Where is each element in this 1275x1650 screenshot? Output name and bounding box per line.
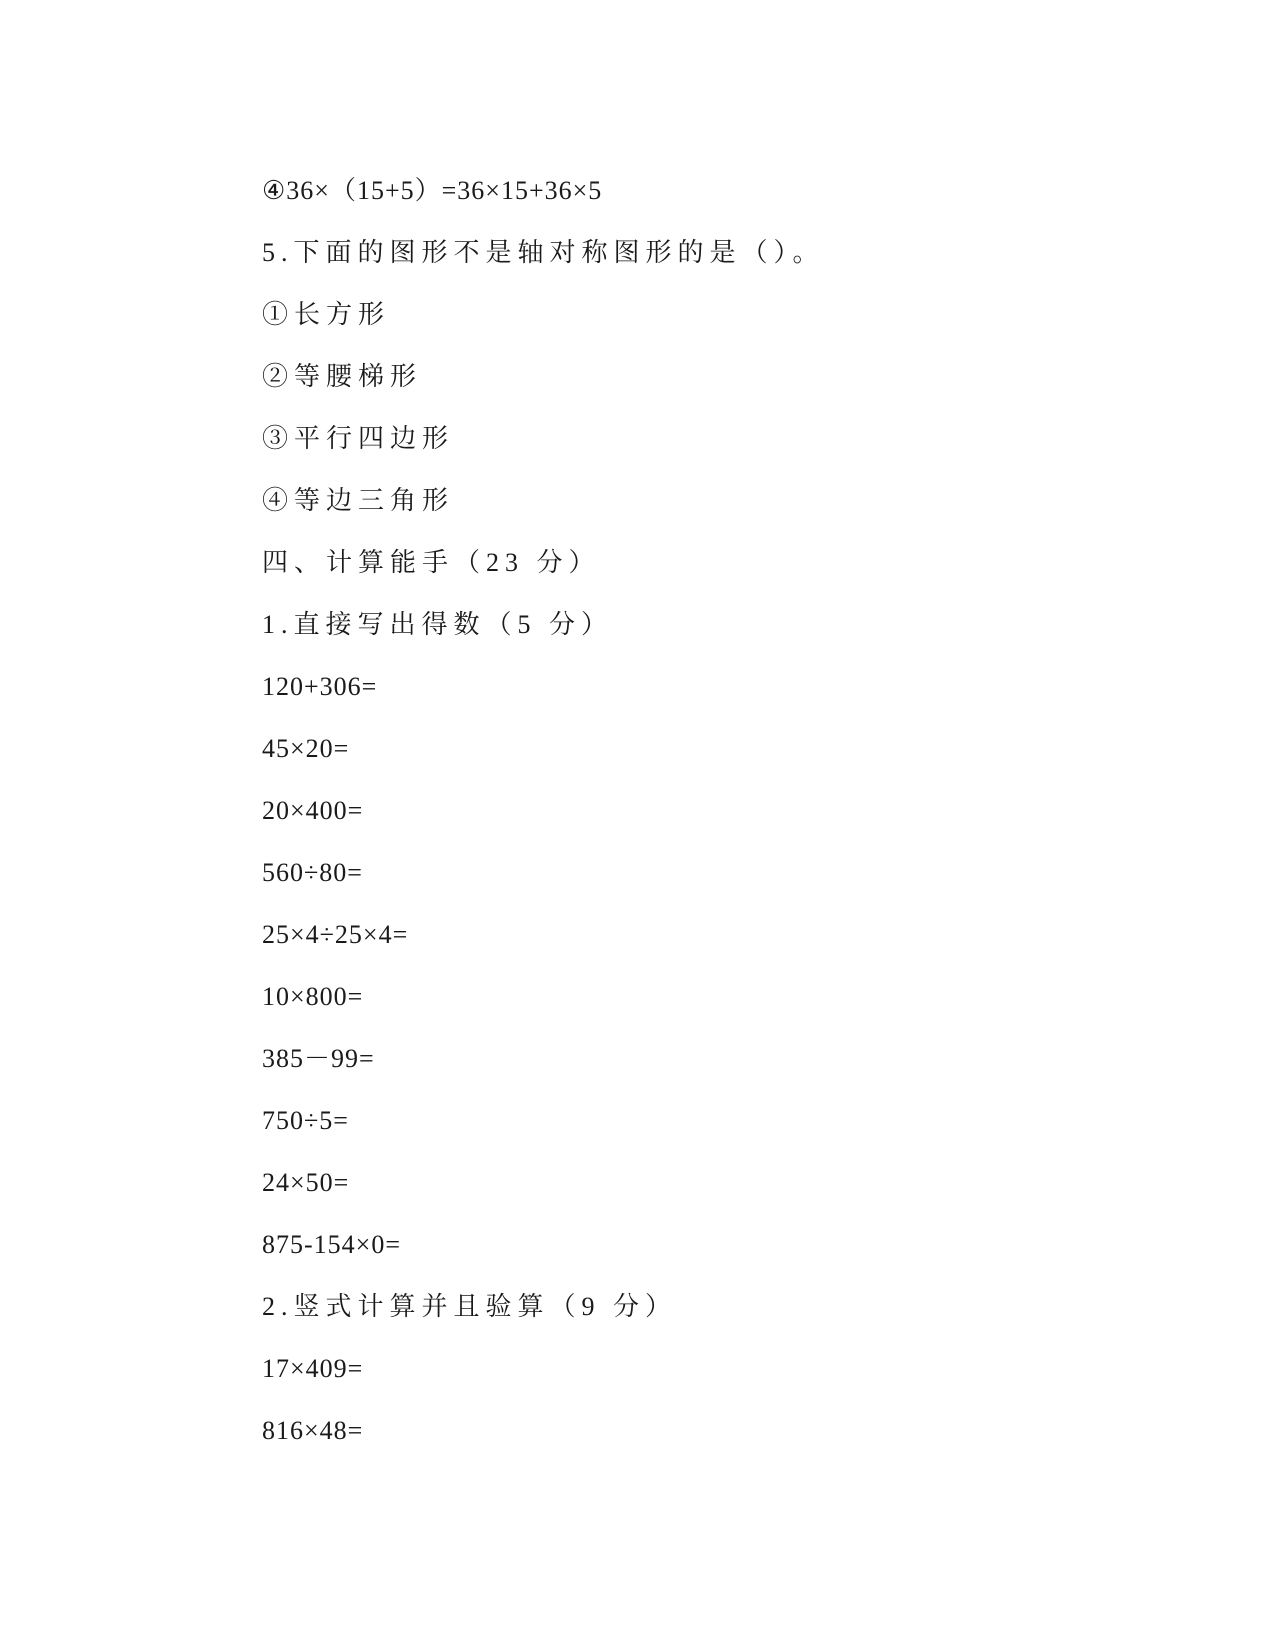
option-4-equilateral-triangle: ④等边三角形 [262,486,455,515]
subsection-direct-answers: 1.直接写出得数（5 分） [262,610,614,639]
problem-item: 560÷80= [262,858,363,887]
option-1-rectangle: ①长方形 [262,300,391,329]
problem-item: 24×50= [262,1168,350,1197]
question-5: 5.下面的图形不是轴对称图形的是（）。 [262,238,825,267]
problem-item: 45×20= [262,734,350,763]
section-heading-calculation: 四、计算能手（23 分） [262,548,601,577]
problem-item: 750÷5= [262,1106,349,1135]
subsection-vertical-calculation: 2.竖式计算并且验算（9 分） [262,1292,678,1321]
problem-item: 20×400= [262,796,364,825]
option-4-distributive: ④36×（15+5）=36×15+36×5 [262,176,603,205]
problem-item: 10×800= [262,982,364,1011]
option-2-isosceles-trapezoid: ②等腰梯形 [262,362,423,391]
document-content [262,170,1162,1472]
problem-item: 385－99= [262,1044,375,1073]
problem-item: 816×48= [262,1416,364,1445]
problem-item: 25×4÷25×4= [262,920,409,949]
problem-item: 875-154×0= [262,1230,401,1259]
problem-item: 17×409= [262,1354,364,1383]
option-3-parallelogram: ③平行四边形 [262,424,455,453]
problem-item: 120+306= [262,672,378,701]
